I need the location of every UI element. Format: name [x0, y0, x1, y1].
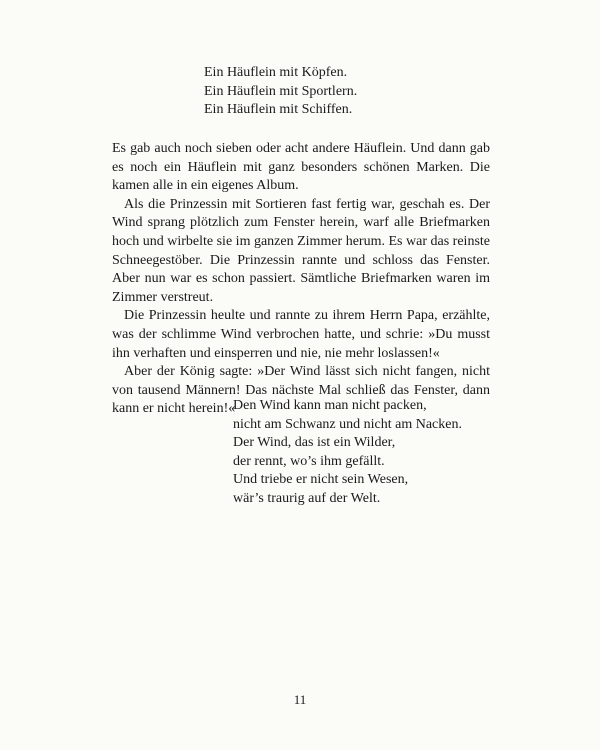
verse-line: Und triebe er nicht sein Wesen,	[233, 472, 409, 487]
paragraph: Aber der König sagte: »Der Wind lässt sich nicht fangen, nicht von tausend Männern! Das nächste Mal schließ das Fenster, dann kann er nicht herein!«	[112, 364, 490, 417]
verse-line: Den Wind kann man nicht packen,	[233, 398, 427, 413]
verse-stanza-bottom	[233, 397, 462, 508]
verse-line: Ein Häuflein mit Köpfen.	[204, 65, 348, 80]
paragraph: Als die Prinzessin mit Sortieren fast fertig war, geschah es. Der Wind sprang plötzlich zum Fenster herein, warf alle Briefmarken hoch und wirbelte sie im ganzen Zimmer herum. Es war das reinste Schneegestöber. Die Prinzessin rannte und schloss das Fenster. Aber nun war es schon passiert. Sämtliche Briefmarken waren im Zimmer verstreut.	[112, 196, 490, 305]
verse-line: nicht am Schwanz und nicht am Nacken.	[233, 416, 462, 432]
paragraph: Die Prinzessin heulte und rannte zu ihrem Herrn Papa, erzählte, was der schlimme Wind verbrochen hatte, und schrie: »Du musst ihn verhaften und einsperren und nie, nie mehr loslassen!«	[112, 308, 490, 361]
paragraph: Es gab auch noch sieben oder acht andere Häuflein. Und dann gab es noch ein Häuflein mit ganz besonders schönen Marken. Die kamen alle in ein eigenes Album.	[112, 141, 490, 194]
page-number: 11	[293, 692, 307, 707]
verse-line: Ein Häuflein mit Sportlern.	[204, 83, 358, 99]
verse-line: Ein Häuflein mit Schiffen.	[204, 102, 353, 117]
verse-line: Der Wind, das ist ein Wilder,	[233, 435, 396, 450]
prose-body	[112, 140, 490, 419]
verse-stanza-top	[204, 64, 357, 120]
verse-line: wär’s traurig auf der Welt.	[233, 490, 381, 506]
verse-line: der rennt, wo’s ihm gefällt.	[233, 453, 385, 469]
